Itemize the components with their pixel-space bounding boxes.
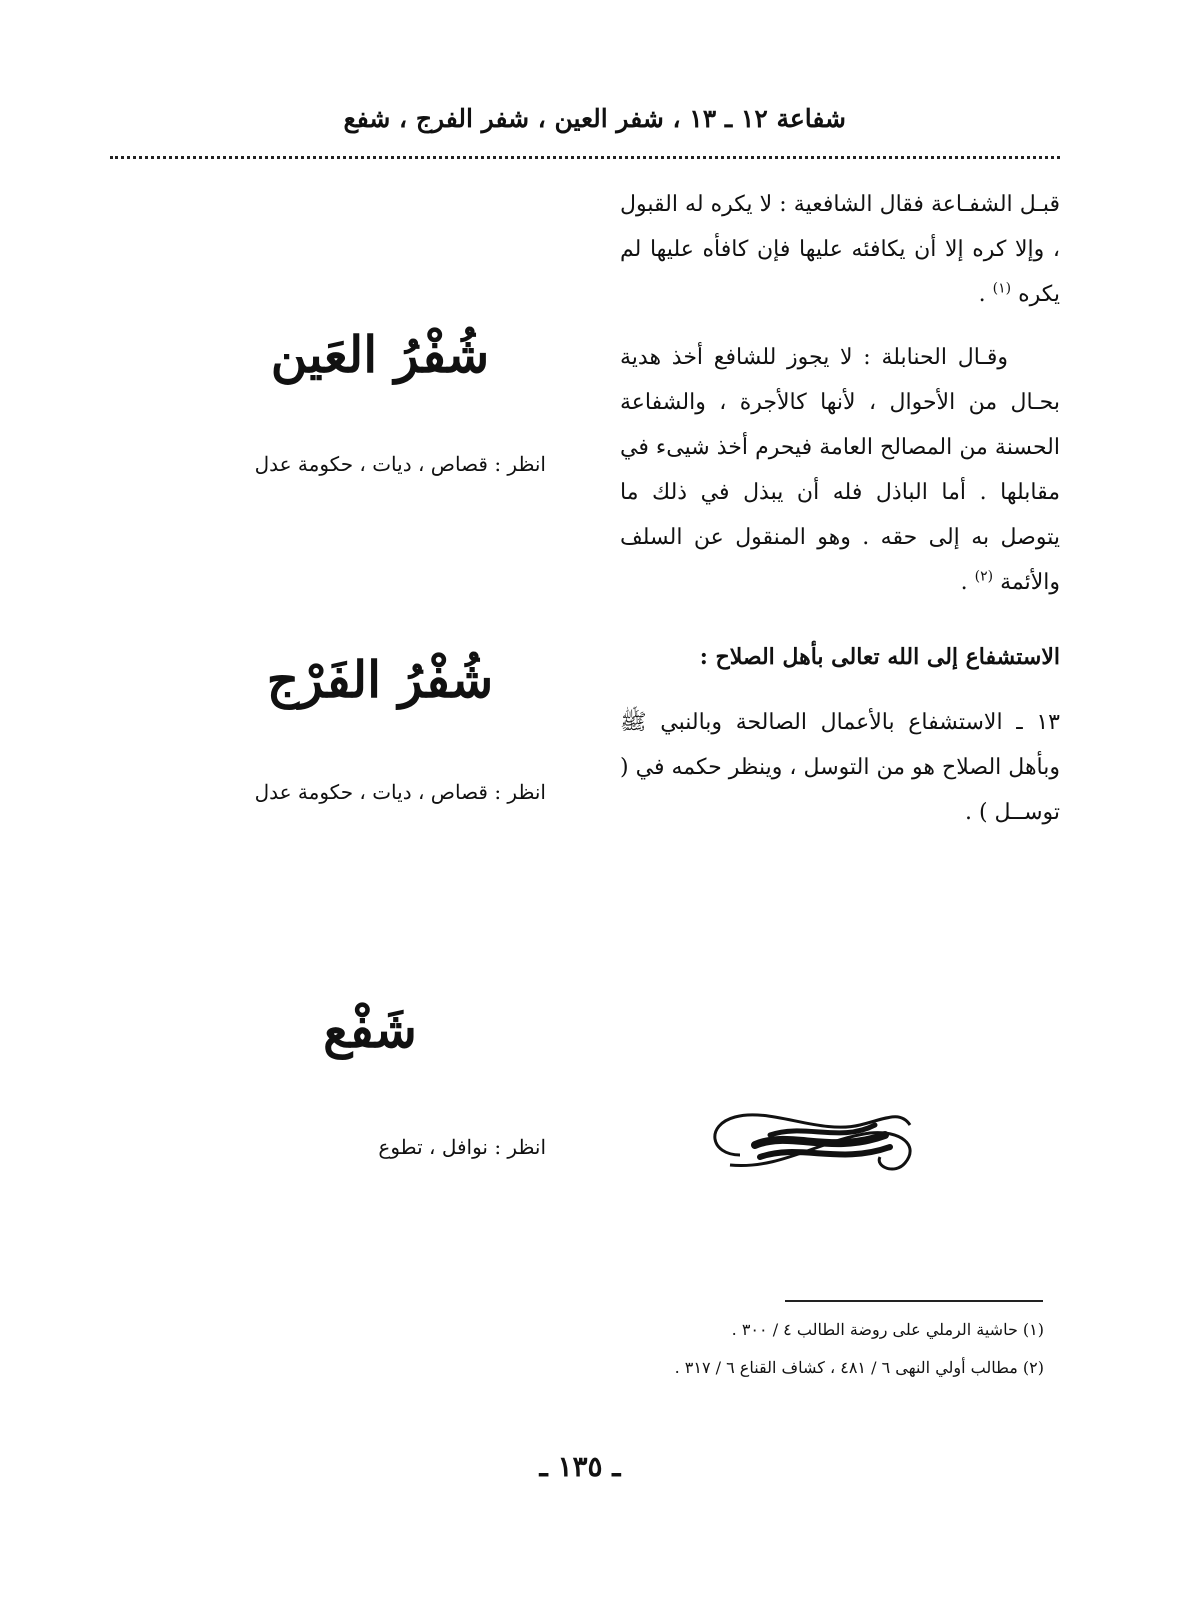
paragraph-1-text: قبـل الشفـاعة فقال الشافعية : لا يكره له القبول ، وإلا كره إلا أن يكافئه عليها فإن كافأه عليها لم يكره xyxy=(620,192,1060,307)
paragraph-1: قبـل الشفـاعة فقال الشافعية : لا يكره له القبول ، وإلا كره إلا أن يكافئه عليها فإن كافأه عليها لم يكره $^{(١)}$ . xyxy=(620,192,1060,307)
see-also-shaf: انظر : نوافل ، تطوع xyxy=(378,1135,546,1159)
page-number: ـ ١٣٥ ـ xyxy=(539,1450,621,1483)
main-column xyxy=(620,182,1060,835)
entry-title-shufr-al-farj: شُفْرُ الفَرْج xyxy=(266,650,494,709)
paragraph-13: ١٣ ـ الاستشفاع بالأعمال الصالحة وبالنبي ﷺ وبأهل الصلاح هو من التوسل ، وينظر حكمه في ( توســل ) . xyxy=(620,710,1060,825)
footnote-1: (١) حاشية الرملي على روضة الطالب ٤ / ٣٠٠ . xyxy=(731,1320,1044,1339)
decorative-ornament-icon xyxy=(700,1095,930,1190)
footnote-ref-1[interactable]: (١) xyxy=(992,280,1012,297)
footnote-divider xyxy=(785,1300,1043,1302)
paragraph-2: وقـال الحنابلة : لا يجوز للشافع أخذ هدية بحـال من الأحوال ، لأنها كالأجرة ، والشفاعة الحسنة من المصالح العامة فيحرم أخذ شيىء في مقابلها . أما الباذل فله أن يبذل في ذلك ما يتوصل به إلى حقه . وهو المنقول عن السلف والأئمة $^{(٢)}$ . xyxy=(620,345,1060,595)
section-subheading: الاستشفاع إلى الله تعالى بأهل الصلاح : xyxy=(699,644,1060,670)
see-also-shufr-al-farj: انظر : قصاص ، ديات ، حكومة عدل xyxy=(254,780,546,804)
running-header: شفاعة ١٢ ـ ١٣ ، شفر العين ، شفر الفرج ، شفع xyxy=(343,104,846,133)
header-divider xyxy=(110,156,1060,159)
entry-title-shaf: شَفْع xyxy=(323,1000,417,1059)
footnote-ref-2[interactable]: (٢) xyxy=(974,568,994,585)
footnotes xyxy=(584,1315,1044,1391)
footnote-2: (٢) مطالب أولي النهى ٦ / ٤٨١ ، كشاف القناع ٦ / ٣١٧ . xyxy=(674,1358,1044,1377)
paragraph-2-text: وقـال الحنابلة : لا يجوز للشافع أخذ هدية بحـال من الأحوال ، لأنها كالأجرة ، والشفاعة الحسنة من المصالح العامة فيحرم أخذ شيىء في مقابلها . أما الباذل فله أن يبذل في ذلك ما يتوصل به إلى حقه . وهو المنقول عن السلف والأئمة xyxy=(620,345,1060,595)
entry-title-shufr-al-ayn: شُفْرُ العَين xyxy=(270,325,490,384)
see-also-shufr-al-ayn: انظر : قصاص ، ديات ، حكومة عدل xyxy=(254,452,546,476)
